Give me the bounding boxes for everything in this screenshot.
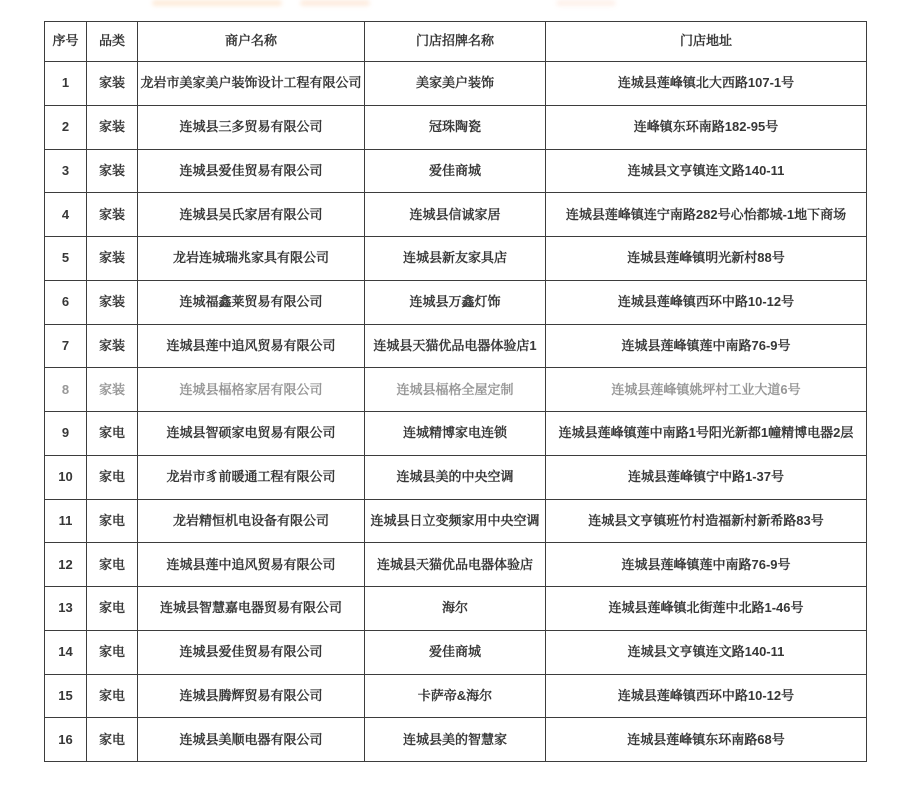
cell-no: 14 bbox=[45, 630, 87, 674]
table-row bbox=[45, 324, 867, 368]
cell-category: 家电 bbox=[87, 412, 138, 456]
cell-merchant-name: 连城县智硕家电贸易有限公司 bbox=[138, 412, 365, 456]
table-row bbox=[45, 412, 867, 456]
cell-merchant-name: 连城县三多贸易有限公司 bbox=[138, 105, 365, 149]
cell-merchant-name: 连城县腾辉贸易有限公司 bbox=[138, 674, 365, 718]
cell-address: 连峰镇东环南路182-95号 bbox=[546, 105, 867, 149]
cell-category: 家装 bbox=[87, 324, 138, 368]
cell-category: 家装 bbox=[87, 105, 138, 149]
header-cell-category: 品类 bbox=[87, 22, 138, 62]
table-row bbox=[45, 62, 867, 106]
cell-merchant-name: 连城县智慧嘉电器贸易有限公司 bbox=[138, 587, 365, 631]
cell-sign-name: 连城县日立变频家用中央空调 bbox=[365, 499, 546, 543]
cell-merchant-name: 龙岩连城瑞兆家具有限公司 bbox=[138, 237, 365, 281]
cell-sign-name: 连城县万鑫灯饰 bbox=[365, 280, 546, 324]
table-row bbox=[45, 718, 867, 762]
cell-category: 家装 bbox=[87, 237, 138, 281]
cell-address: 连城县莲峰镇北大西路107-1号 bbox=[546, 62, 867, 106]
cell-address: 连城县莲峰镇连宁南路282号心怡都城-1地下商场 bbox=[546, 193, 867, 237]
cell-sign-name: 连城精博家电连锁 bbox=[365, 412, 546, 456]
cell-address: 连城县莲峰镇莲中南路1号阳光新都1幢精博电器2层 bbox=[546, 412, 867, 456]
cell-sign-name: 海尔 bbox=[365, 587, 546, 631]
top-artifact bbox=[556, 0, 616, 6]
cell-no: 12 bbox=[45, 543, 87, 587]
cell-sign-name: 美家美户装饰 bbox=[365, 62, 546, 106]
cell-no: 16 bbox=[45, 718, 87, 762]
cell-category: 家电 bbox=[87, 499, 138, 543]
cell-address: 连城县文亨镇班竹村造福新村新希路83号 bbox=[546, 499, 867, 543]
table-row bbox=[45, 237, 867, 281]
cell-merchant-name: 连城县美顺电器有限公司 bbox=[138, 718, 365, 762]
cell-category: 家装 bbox=[87, 149, 138, 193]
table-row bbox=[45, 149, 867, 193]
cell-category: 家电 bbox=[87, 587, 138, 631]
cell-no: 11 bbox=[45, 499, 87, 543]
cell-sign-name: 卡萨帝&海尔 bbox=[365, 674, 546, 718]
table-header bbox=[45, 22, 867, 62]
cell-no: 3 bbox=[45, 149, 87, 193]
cell-merchant-name: 连城县楅格家居有限公司 bbox=[138, 368, 365, 412]
cell-address: 连城县文亨镇连文路140-11 bbox=[546, 149, 867, 193]
cell-sign-name: 连城县美的中央空调 bbox=[365, 455, 546, 499]
table-row bbox=[45, 587, 867, 631]
cell-no: 5 bbox=[45, 237, 87, 281]
cell-merchant-name: 龙岩市豸前暖通工程有限公司 bbox=[138, 455, 365, 499]
cell-merchant-name: 连城县爱佳贸易有限公司 bbox=[138, 149, 365, 193]
table-row bbox=[45, 280, 867, 324]
cell-category: 家装 bbox=[87, 62, 138, 106]
cell-category: 家装 bbox=[87, 193, 138, 237]
cell-no: 4 bbox=[45, 193, 87, 237]
table-row bbox=[45, 674, 867, 718]
top-artifact bbox=[152, 0, 282, 6]
cell-merchant-name: 连城县吴氏家居有限公司 bbox=[138, 193, 365, 237]
cell-merchant-name: 连城福鑫莱贸易有限公司 bbox=[138, 280, 365, 324]
cell-address: 连城县莲峰镇西环中路10-12号 bbox=[546, 674, 867, 718]
cell-merchant-name: 连城县莲中追风贸易有限公司 bbox=[138, 543, 365, 587]
cell-sign-name: 连城县美的智慧家 bbox=[365, 718, 546, 762]
cell-no: 8 bbox=[45, 368, 87, 412]
cell-address: 连城县莲峰镇北街莲中北路1-46号 bbox=[546, 587, 867, 631]
cell-sign-name: 爱佳商城 bbox=[365, 630, 546, 674]
table-row bbox=[45, 543, 867, 587]
cell-address: 连城县莲峰镇东环南路68号 bbox=[546, 718, 867, 762]
table-row bbox=[45, 455, 867, 499]
cell-no: 7 bbox=[45, 324, 87, 368]
table-body bbox=[45, 62, 867, 762]
header-cell-sign-name: 门店招牌名称 bbox=[365, 22, 546, 62]
cell-category: 家装 bbox=[87, 280, 138, 324]
cell-sign-name: 连城县天猫优品电器体验店1 bbox=[365, 324, 546, 368]
cell-category: 家电 bbox=[87, 630, 138, 674]
cell-no: 6 bbox=[45, 280, 87, 324]
cell-no: 10 bbox=[45, 455, 87, 499]
cell-sign-name: 连城县楅格全屋定制 bbox=[365, 368, 546, 412]
table-row bbox=[45, 499, 867, 543]
table-row bbox=[45, 193, 867, 237]
cell-address: 连城县莲峰镇莲中南路76-9号 bbox=[546, 543, 867, 587]
cell-no: 2 bbox=[45, 105, 87, 149]
cell-address: 连城县莲峰镇西环中路10-12号 bbox=[546, 280, 867, 324]
cell-sign-name: 连城县新友家具店 bbox=[365, 237, 546, 281]
cell-sign-name: 连城县信诚家居 bbox=[365, 193, 546, 237]
cell-sign-name: 爱佳商城 bbox=[365, 149, 546, 193]
header-cell-merchant-name: 商户名称 bbox=[138, 22, 365, 62]
cell-category: 家电 bbox=[87, 543, 138, 587]
cell-sign-name: 冠珠陶瓷 bbox=[365, 105, 546, 149]
cell-no: 15 bbox=[45, 674, 87, 718]
cell-address: 连城县莲峰镇姚坪村工业大道6号 bbox=[546, 368, 867, 412]
cell-merchant-name: 龙岩市美家美户装饰设计工程有限公司 bbox=[138, 62, 365, 106]
header-cell-address: 门店地址 bbox=[546, 22, 867, 62]
top-artifact bbox=[300, 0, 370, 6]
header-cell-no: 序号 bbox=[45, 22, 87, 62]
cell-category: 家装 bbox=[87, 368, 138, 412]
cell-category: 家电 bbox=[87, 674, 138, 718]
cell-address: 连城县莲峰镇明光新村88号 bbox=[546, 237, 867, 281]
cell-address: 连城县文亨镇连文路140-11 bbox=[546, 630, 867, 674]
cell-merchant-name: 连城县爱佳贸易有限公司 bbox=[138, 630, 365, 674]
cell-address: 连城县莲峰镇宁中路1-37号 bbox=[546, 455, 867, 499]
cell-category: 家电 bbox=[87, 455, 138, 499]
table-row bbox=[45, 105, 867, 149]
cell-merchant-name: 龙岩精恒机电设备有限公司 bbox=[138, 499, 365, 543]
merchant-table bbox=[44, 21, 867, 762]
cell-address: 连城县莲峰镇莲中南路76-9号 bbox=[546, 324, 867, 368]
cell-category: 家电 bbox=[87, 718, 138, 762]
cell-no: 9 bbox=[45, 412, 87, 456]
cell-no: 13 bbox=[45, 587, 87, 631]
cell-sign-name: 连城县天猫优品电器体验店 bbox=[365, 543, 546, 587]
cell-merchant-name: 连城县莲中追风贸易有限公司 bbox=[138, 324, 365, 368]
header-row bbox=[45, 22, 867, 62]
table-row bbox=[45, 630, 867, 674]
cell-no: 1 bbox=[45, 62, 87, 106]
table-row bbox=[45, 368, 867, 412]
